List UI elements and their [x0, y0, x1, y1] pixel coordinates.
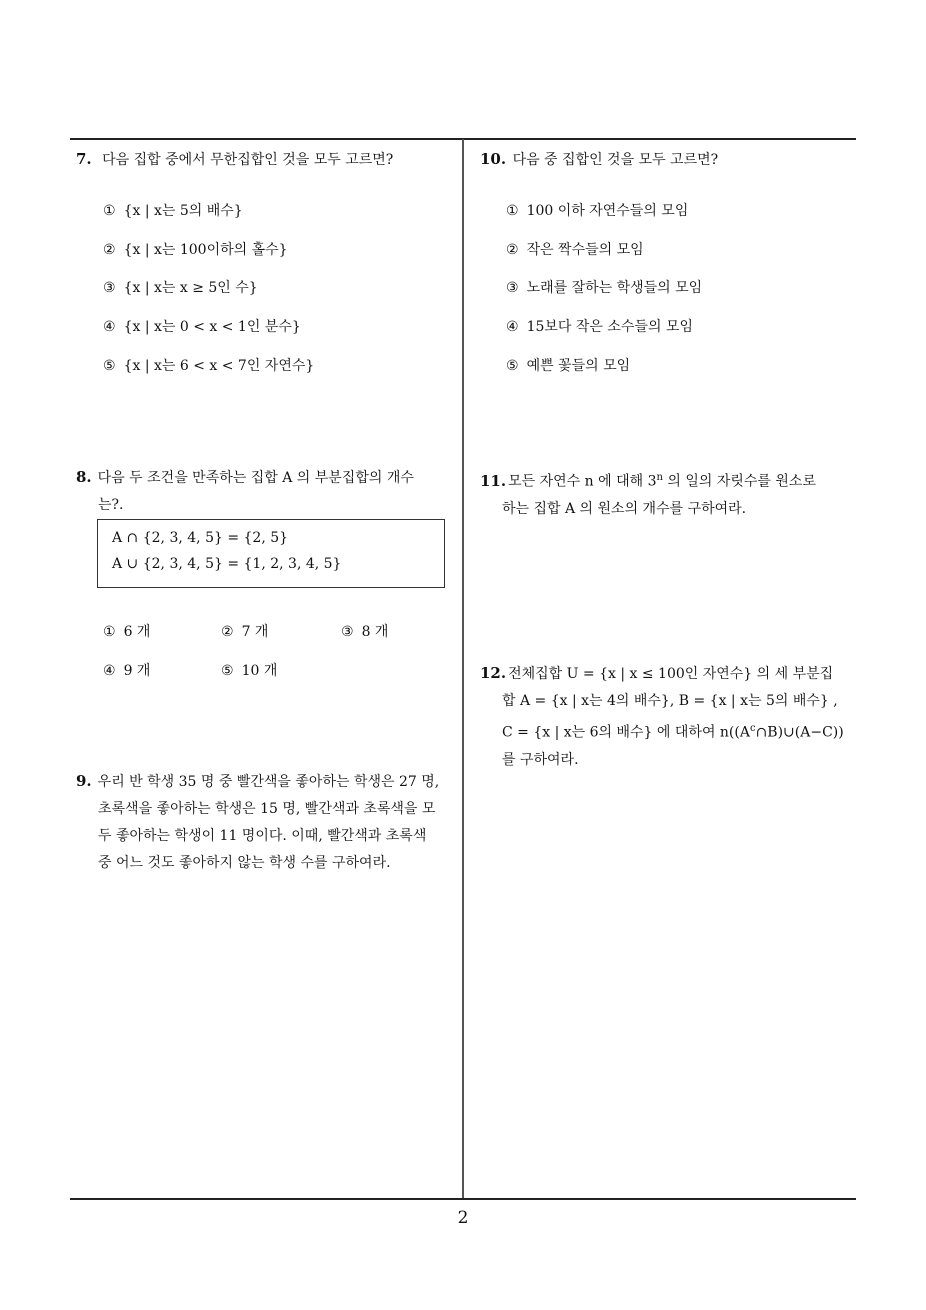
page-number: 2: [457, 1208, 469, 1228]
option-text: 노래를 잘하는 학생들의 모임: [526, 280, 703, 296]
question-line-4: 를 구하여라.: [502, 751, 579, 768]
question-line-3: [480, 715, 860, 747]
q10-option-2[interactable]: [506, 239, 644, 259]
option-text: 15보다 작은 소수들의 모임: [526, 319, 693, 335]
option-text: {x | x는 100이하의 홀수}: [123, 242, 288, 258]
option-mark: ①: [103, 624, 116, 640]
option-mark: ③: [103, 280, 116, 296]
option-mark: ③: [341, 624, 354, 640]
question-10: [480, 146, 718, 174]
question-text: 다음 집합 중에서 무한집합인 것을 모두 고르면?: [102, 152, 394, 168]
question-text: 다음 중 집합인 것을 모두 고르면?: [512, 152, 719, 168]
option-text: 9 개: [123, 663, 151, 679]
option-mark: ④: [103, 663, 116, 679]
question-text-cont: 는?.: [98, 497, 124, 513]
condition-2: A ∪ {2, 3, 4, 5} = {1, 2, 3, 4, 5}: [112, 556, 342, 572]
question-8: [76, 464, 456, 519]
question-number: 8.: [76, 468, 92, 486]
option-mark: ②: [506, 242, 519, 258]
option-text: 작은 짝수들의 모임: [526, 242, 644, 258]
option-mark: ⑤: [506, 358, 519, 374]
question-11: [480, 464, 860, 523]
option-text: {x | x는 5의 배수}: [123, 203, 243, 219]
q10-option-4[interactable]: [506, 316, 693, 336]
option-mark: ①: [103, 203, 116, 219]
exponent: n: [656, 472, 663, 483]
option-text: 10 개: [241, 663, 278, 679]
q10-option-3[interactable]: [506, 277, 702, 297]
question-line-4: 중 어느 것도 좋아하지 않는 학생 수를 구하여라.: [98, 855, 391, 871]
option-text: 예쁜 꽃들의 모임: [526, 358, 631, 374]
q7-option-3[interactable]: [103, 277, 258, 297]
option-text: {x | x는 x ≥ 5인 수}: [123, 280, 258, 296]
q7-option-4[interactable]: [103, 316, 301, 336]
question-text-cont: 하는 집합 A 의 원소의 개수를 구하여라.: [502, 500, 747, 517]
question-12: [480, 660, 860, 774]
question-number: 11.: [480, 471, 507, 490]
q7-option-2[interactable]: [103, 239, 288, 259]
q10-option-5[interactable]: [506, 355, 630, 375]
question-line-1: 우리 반 학생 35 명 중 빨간색을 좋아하는 학생은 27 명,: [97, 774, 440, 790]
question-text: 다음 두 조건을 만족하는 집합 A 의 부분집합의 개수: [97, 470, 414, 486]
q8-option-2[interactable]: [221, 621, 268, 641]
question-line-3: 두 좋아하는 학생이 11 명이다. 이때, 빨간색과 초록색: [98, 828, 427, 844]
q8-option-1[interactable]: [103, 621, 150, 641]
question-number: 7.: [76, 150, 92, 168]
option-mark: ②: [221, 624, 234, 640]
question-number: 12.: [480, 664, 507, 682]
option-text: 100 이하 자연수들의 모임: [526, 203, 689, 219]
question-number: 10.: [480, 150, 507, 168]
question-line-1: 전체집합 U = {x | x ≤ 100인 자연수} 의 세 부분집: [508, 666, 834, 682]
q7-option-5[interactable]: [103, 355, 314, 375]
question-line-2: 초록색을 좋아하는 학생은 15 명, 빨간색과 초록색을 모: [98, 801, 436, 817]
q8-option-5[interactable]: [221, 660, 277, 680]
question-number: 9.: [76, 772, 92, 790]
option-text: 7 개: [241, 624, 269, 640]
question-line-2: 합 A = {x | x는 4의 배수}, B = {x | x는 5의 배수} ,: [502, 693, 838, 709]
question-line-3b: ∩B)∪(A−C)): [755, 724, 844, 741]
complement-superscript: c: [749, 723, 756, 734]
question-text-b: 의 일의 자릿수를 원소로: [662, 473, 816, 490]
option-mark: ⑤: [221, 663, 234, 679]
q8-option-3[interactable]: [341, 621, 388, 641]
question-9: [76, 768, 458, 877]
question-text-a: 모든 자연수 n 에 대해 3: [508, 473, 657, 490]
condition-box: [97, 519, 445, 588]
question-line-3a: C = {x | x는 6의 배수} 에 대하여 n((A: [502, 724, 750, 741]
option-mark: ③: [506, 280, 519, 296]
option-mark: ④: [103, 319, 116, 335]
option-mark: ⑤: [103, 358, 116, 374]
q7-option-1[interactable]: [103, 200, 243, 220]
option-text: {x | x는 0 < x < 1인 분수}: [123, 319, 301, 335]
condition-1: A ∩ {2, 3, 4, 5} = {2, 5}: [112, 530, 289, 546]
option-mark: ④: [506, 319, 519, 335]
q8-option-4[interactable]: [103, 660, 150, 680]
option-mark: ①: [506, 203, 519, 219]
option-text: 6 개: [123, 624, 151, 640]
option-text: {x | x는 6 < x < 7인 자연수}: [123, 358, 315, 374]
question-7: [76, 146, 393, 174]
column-divider: [462, 139, 464, 1199]
option-mark: ②: [103, 242, 116, 258]
q10-option-1[interactable]: [506, 200, 688, 220]
bottom-rule: [70, 1198, 856, 1200]
option-text: 8 개: [361, 624, 389, 640]
